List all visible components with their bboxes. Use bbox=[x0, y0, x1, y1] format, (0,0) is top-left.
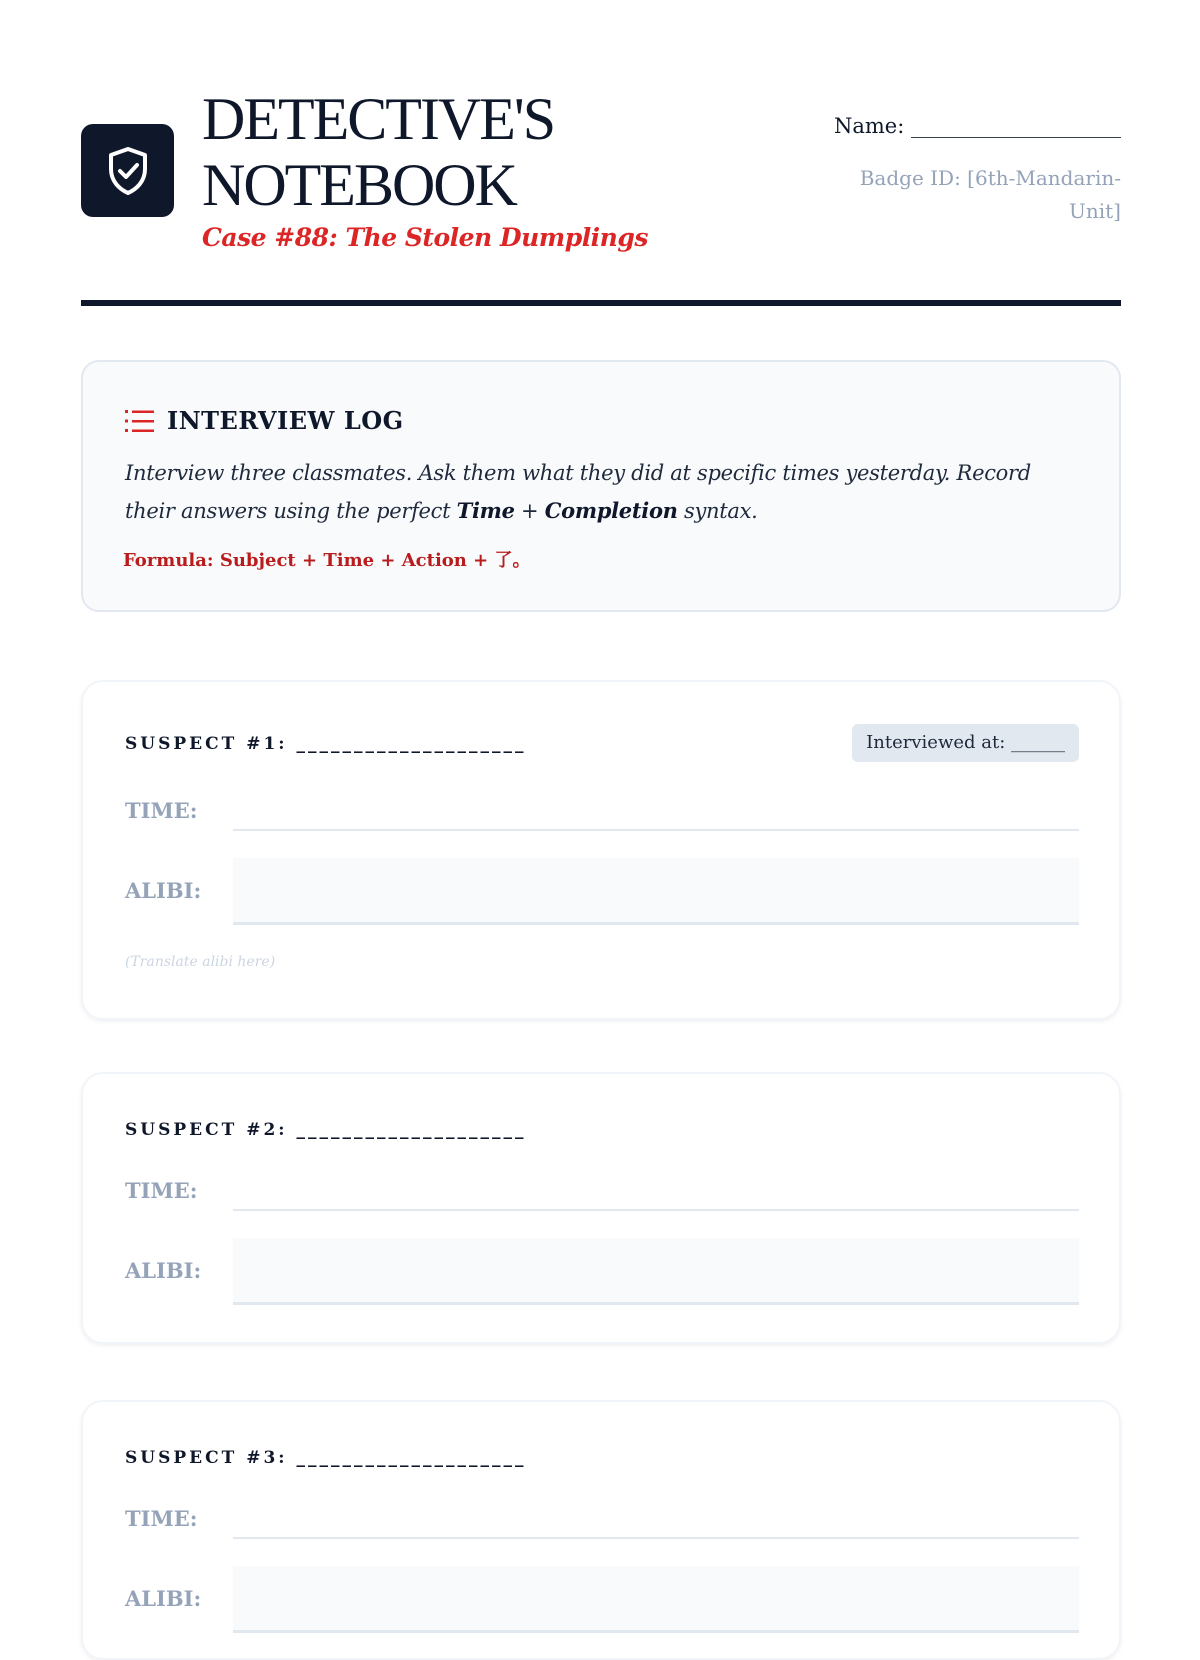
suspect-name-field[interactable]: SUSPECT #2: ____________________ bbox=[125, 1120, 527, 1140]
interview-log-title: INTERVIEW LOG bbox=[167, 406, 404, 435]
instructions bbox=[125, 454, 1085, 530]
time-keyword: Time bbox=[456, 498, 515, 523]
alibi-label: ALIBI: bbox=[125, 1586, 202, 1611]
list-icon bbox=[125, 408, 155, 434]
time-input-line[interactable] bbox=[233, 829, 1079, 831]
header-divider bbox=[81, 300, 1121, 306]
formula: Formula: Subject + Time + Action + 了。 bbox=[123, 550, 531, 571]
time-label: TIME: bbox=[125, 1178, 198, 1203]
case-title: Case #88: The Stolen Dumplings bbox=[202, 223, 648, 252]
suspect-card-2 bbox=[81, 1072, 1121, 1344]
alibi-input[interactable] bbox=[233, 1238, 1079, 1305]
interview-log-panel bbox=[81, 360, 1121, 612]
logo-badge bbox=[81, 124, 174, 217]
interviewed-at-field[interactable]: Interviewed at: ______ bbox=[852, 724, 1079, 762]
time-label: TIME: bbox=[125, 798, 198, 823]
shield-check-icon bbox=[105, 145, 151, 197]
page-title: DETECTIVE'S NOTEBOOK bbox=[202, 86, 555, 218]
instructions-part1: Interview three classmates. Ask them what they did at specific times yesterday. Record their answers using the perfect bbox=[125, 461, 1031, 523]
suspect-card-3 bbox=[81, 1400, 1121, 1660]
name-field[interactable]: Name: ____________________ bbox=[834, 114, 1121, 138]
alibi-input[interactable] bbox=[233, 858, 1079, 925]
suspect-name-field[interactable]: SUSPECT #3: ____________________ bbox=[125, 1448, 527, 1468]
interview-log-heading bbox=[125, 406, 404, 435]
plus-sign: + bbox=[514, 499, 545, 523]
alibi-label: ALIBI: bbox=[125, 1258, 202, 1283]
page-header bbox=[81, 86, 1121, 256]
time-input-line[interactable] bbox=[233, 1209, 1079, 1211]
completion-keyword: Completion bbox=[544, 498, 678, 523]
time-label: TIME: bbox=[125, 1506, 198, 1531]
suspect-name-field[interactable]: SUSPECT #1: ____________________ bbox=[125, 734, 527, 754]
instructions-part2: syntax. bbox=[677, 499, 758, 523]
alibi-label: ALIBI: bbox=[125, 878, 202, 903]
badge-id: Badge ID: [6th-Mandarin-Unit] bbox=[859, 166, 1121, 223]
time-input-line[interactable] bbox=[233, 1537, 1079, 1539]
suspect-card-1 bbox=[81, 680, 1121, 1020]
translate-hint: (Translate alibi here) bbox=[125, 954, 276, 970]
